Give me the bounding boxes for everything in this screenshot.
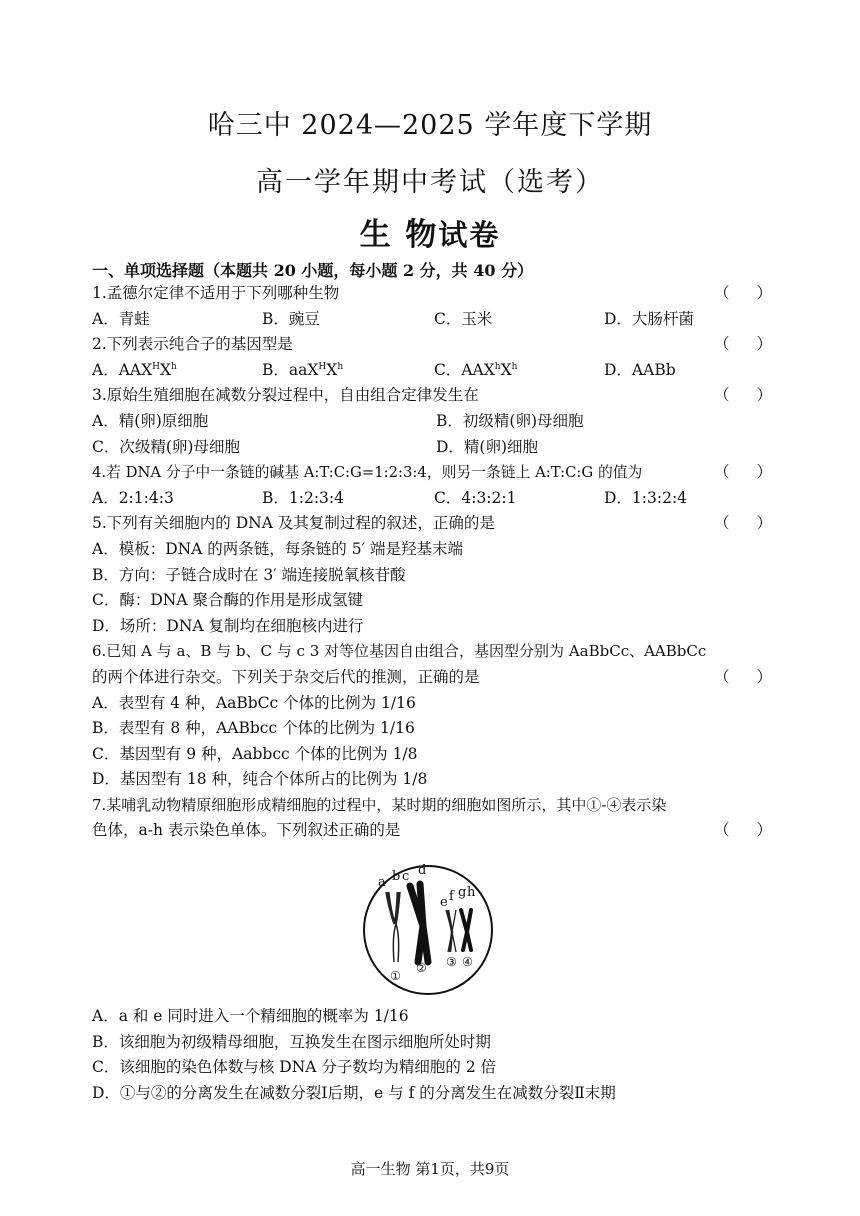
subject-name: 生 物: [359, 217, 439, 253]
option-a: A．2:1:4:3: [92, 488, 174, 507]
option-d: D．大肠杆菌: [604, 309, 694, 328]
exam-title-school-term: 哈三中 2024—2025 学年度下学期: [207, 110, 653, 141]
option-c: C．玉米: [434, 309, 493, 328]
question-4-options: [92, 486, 772, 512]
question-3-options-row1: [92, 409, 772, 435]
chromosome-label-4: ④: [462, 955, 473, 970]
question-text: 5.下列有关细胞内的 DNA 及其复制过程的叙述，正确的是: [92, 514, 495, 533]
option-d: D．基因型有 18 种，纯合个体所占的比例为 1/8: [92, 770, 428, 789]
chromatid-label-g: g: [458, 885, 467, 901]
question-2-stem: [92, 332, 772, 358]
questions: [92, 281, 772, 1106]
option-a: A．表型有 4 种，AaBbCc 个体的比例为 1/16: [92, 693, 416, 712]
answer-blank: （ ）: [714, 667, 772, 686]
option-c: C．次级精(卵)母细胞: [92, 437, 240, 456]
page-footer: 高一生物 第1页，共9页: [350, 1160, 510, 1178]
question-5-stem: [92, 511, 772, 537]
cell-diagram: [360, 856, 520, 1006]
chromosome-3: [446, 910, 456, 952]
question-text: 1.孟德尔定律不适用于下列哪种生物: [92, 284, 340, 302]
answer-blank: （ ）: [714, 514, 772, 533]
question-text: 4.若 DNA 分子中一条链的碱基 A:T:C:G=1:2:3:4，则另一条链上 A:T:C:G 的值为: [92, 464, 643, 482]
chromatid-label-c: c: [402, 869, 410, 885]
chromatid-label-d: d: [418, 863, 427, 879]
option-a: A．$AAX^HX^h$: [92, 360, 177, 379]
chromatid-labels: [378, 863, 476, 910]
question-6-stem-line2: [92, 665, 772, 691]
chromatid-label-e: e: [440, 895, 448, 911]
question-1-stem: [92, 281, 772, 307]
option-b: B．初级精(卵)母细胞: [436, 411, 584, 430]
question-text: 的两个体进行杂交。下列关于杂交后代的推测，正确的是: [92, 667, 480, 686]
option-d: D．AABb: [604, 360, 676, 379]
chromosome-label-3: ③: [446, 955, 457, 970]
subject-suffix: 试卷: [438, 218, 501, 252]
question-text: 2.下列表示纯合子的基因型是: [92, 335, 293, 354]
option-d: D．场所：DNA 复制均在细胞核内进行: [92, 616, 364, 635]
option-c: C．基因型有 9 种，Aabbcc 个体的比例为 1/8: [92, 744, 418, 763]
option-a: A．精(卵)原细胞: [92, 411, 209, 430]
question-3-stem: [92, 383, 772, 409]
option-c: C．酶：DNA 聚合酶的作用是形成氢键: [92, 591, 363, 610]
option-c: C．$AAX^hX^h$: [434, 360, 518, 379]
question-4-stem: [92, 460, 772, 486]
question-7-stem-line2: [92, 818, 772, 844]
option-b: B．1:2:3:4: [262, 488, 345, 507]
question-6-stem-line1: 6.已知 A 与 a、B 与 b、C 与 c 3 对等位基因自由组合，基因型分别为 AaBbCc、AABbCc: [92, 642, 707, 661]
chromosome-1: [386, 892, 400, 962]
chromatid-label-h: h: [467, 885, 476, 901]
option-b: B．$aaX^HX^h$: [262, 360, 344, 379]
option-d: D．精(卵)细胞: [436, 437, 539, 456]
question-1-options: [92, 307, 772, 333]
option-a: A．模板：DNA 的两条链，每条链的 5′ 端是羟基末端: [92, 539, 464, 558]
chromatid-label-a: a: [378, 875, 386, 891]
option-c: C．4:3:2:1: [434, 488, 517, 507]
chromosome-label-1: ①: [390, 969, 401, 984]
answer-blank: （ ）: [714, 386, 772, 405]
option-b: B．该细胞为初级精母细胞，互换发生在图示细胞所处时期: [92, 1032, 491, 1051]
question-text: 3.原始生殖细胞在减数分裂过程中，自由组合定律发生在: [92, 386, 479, 405]
answer-blank: （ ）: [714, 821, 772, 840]
question-2-options: [92, 358, 772, 384]
chromatid-label-b: b: [392, 869, 401, 885]
chromosome-label-2: ②: [416, 961, 427, 976]
chromosome-figure: [92, 844, 772, 1004]
question-3-options-row2: [92, 435, 772, 461]
question-text: 色体，a-h 表示染色单体。下列叙述正确的是: [92, 821, 401, 840]
chromosome-2: [410, 884, 428, 962]
option-b: B．表型有 8 种，AABbcc 个体的比例为 1/16: [92, 719, 415, 738]
exam-title-subject: [0, 209, 860, 254]
chromatid-label-f: f: [449, 889, 454, 905]
answer-blank: （ ）: [714, 463, 772, 482]
answer-blank: （ ）: [714, 284, 772, 302]
option-d: D．①与②的分离发生在减数分裂Ⅰ后期，e 与 f 的分离发生在减数分裂Ⅱ末期: [92, 1083, 616, 1102]
option-a: A．a 和 e 同时进入一个精细胞的概率为 1/16: [92, 1007, 409, 1026]
chromosome-4: [461, 910, 471, 950]
option-d: D．1:3:2:4: [604, 488, 688, 507]
answer-blank: （ ）: [714, 335, 772, 354]
exam-title-grade: 高一学年期中考试（选考）: [256, 167, 604, 198]
option-b: B．豌豆: [262, 309, 320, 328]
question-7-stem-line1: 7.某哺乳动物精原细胞形成精细胞的过程中，某时期的细胞如图所示，其中①-④表示染: [92, 795, 667, 814]
section-heading: 一、单项选择题（本题共 20 小题，每小题 2 分，共 40 分）: [92, 261, 534, 280]
option-b: B．方向：子链合成时在 3′ 端连接脱氧核苷酸: [92, 565, 406, 584]
chromosome-number-labels: [390, 955, 473, 983]
option-a: A．青蛙: [92, 309, 150, 328]
option-c: C．该细胞的染色体数与核 DNA 分子数均为精细胞的 2 倍: [92, 1058, 497, 1077]
